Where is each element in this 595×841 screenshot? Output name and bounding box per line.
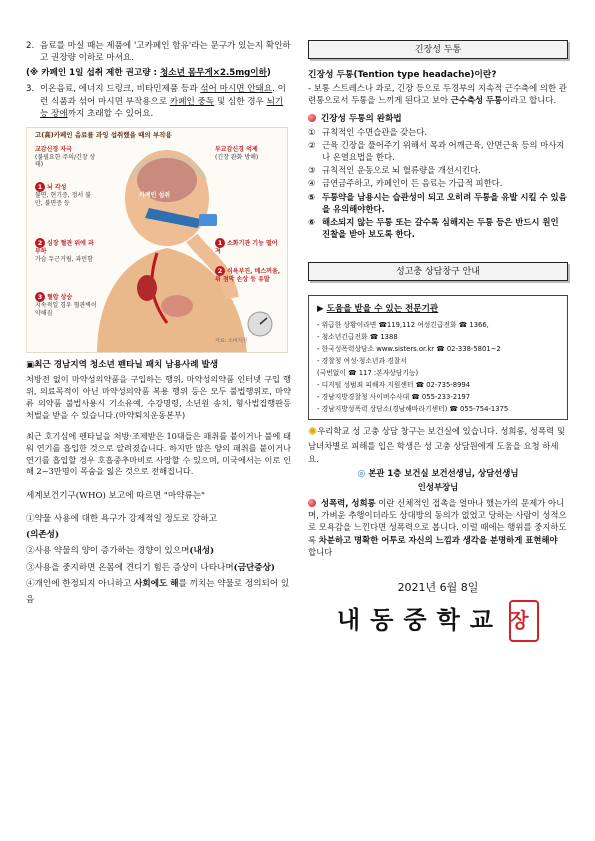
info-text: 우리학교 성 고충 상담 창구는 보건실에 있습니다. 성희롱, 성폭력 및 남녀차별로 피해를 입은 학생은 성 고충 상담원에게 도움을 요청 하세요. <box>308 426 565 464</box>
counseling-section-header: 성고충 상담창구 안내 <box>308 262 568 281</box>
relief-text: 해소되지 않는 두통 또는 갈수록 심해지는 두통 등은 반드시 원인 진찰을 받아 보도록 한다. <box>322 216 559 240</box>
relief-num: ③ <box>308 165 316 176</box>
relief-item <box>308 216 568 240</box>
callout-blood-pressure <box>35 292 97 318</box>
callout-title: 뇌 각성 <box>47 183 67 191</box>
who-item-1 <box>26 511 291 544</box>
fentanyl-paragraph-1: 처방전 없이 마약성의약품을 구입하는 행위, 마약성의약품 인터넷 구입 행위, 의료목적이 아닌 마약성의약품 복용 행위 등은 모두 불법행위로, 마약류 의약품 불법사용시 기소유예, 수강명령, 소년원 송치, 형사법집행판등 처벌을 받을 수 있습니다.(마약퇴치운동본부) <box>26 374 291 420</box>
headache-section-header: 긴장성 두통 <box>308 40 568 59</box>
callout-digestion <box>215 238 283 256</box>
relief-text: 근육 긴장을 풀어주기 위해서 목과 어깨근육, 안면근육 등의 마사지나 온열요법을 한다. <box>322 139 565 162</box>
bullet-icon <box>308 499 316 507</box>
relief-num: ④ <box>308 178 316 189</box>
callout-body: 지속적일 경우 혈관벽이 약해짐 <box>35 301 97 317</box>
abuse-emphasis: 차분하고 명확한 어투로 자신의 느낌과 생각을 분명하게 표현해야 <box>318 534 558 545</box>
tip-2 <box>26 40 291 65</box>
caffeine-tips-2 <box>26 83 291 120</box>
callout-body: 가슴 두근거림, 과민함 <box>35 255 93 263</box>
tip-underline: 카페인 중독 <box>169 96 215 107</box>
tip-text <box>40 83 291 120</box>
issue-date: 2021년 6월 8일 <box>397 580 479 594</box>
tip-underline: 섞어 마시면 안돼요 <box>200 84 273 95</box>
callout-title: 소화기관 기능 떨어져 <box>215 239 278 255</box>
who-text: ②사용 약물의 양이 증가하는 경향이 있으며 <box>26 546 190 557</box>
relief-num: ① <box>308 126 316 137</box>
callout-title: 혈압 상승 <box>47 293 73 301</box>
abuse-text: 합니다 <box>308 546 333 557</box>
callout-body: (긴장 완화 방해) <box>215 153 259 161</box>
callout-parasympathetic <box>215 146 283 162</box>
service-line: - 경남지방성폭력 상담소(경남해바라기센터) ☎ 055-754-1375 <box>317 404 509 413</box>
service-line: - 디지털 성범죄 피해자 지원센터 ☎ 02-735-8994 <box>317 380 471 389</box>
figure-title: 고(高)카페인 음료를 과잉 섭취했을 때의 부작용 <box>35 130 172 139</box>
relief-item <box>308 191 568 215</box>
tip-text: 음료를 마실 때는 제품에 '고카페인 함유'라는 문구가 있는지 확인하고 권장량 이하로 마셔요. <box>40 41 291 64</box>
who-text: ④개인에 한정되지 아니하고 <box>26 578 135 589</box>
relief-title <box>308 113 568 125</box>
relief-num: ⑥ <box>308 216 316 227</box>
service-line: - 경찰청 여성·청소년과 경찰서 <box>317 356 407 365</box>
relief-item <box>308 164 568 176</box>
relief-num: ② <box>308 139 316 150</box>
seal-text: 장 <box>509 608 539 633</box>
callout-title: 심장 혈관 위에 과부하 <box>35 239 94 255</box>
right-column <box>308 40 568 642</box>
callout-title: 부교감신경 억제 <box>215 145 258 153</box>
tip-number: 3. <box>26 84 35 95</box>
definition-text: - 보통 스트레스나 과로, 긴장 등으로 두경부의 지속적 근수축에 의한 관련통으로서 두통을 느끼게 된다고 보아 <box>308 82 567 105</box>
relief-list <box>308 126 568 241</box>
tip-text-part: 및 심한 경우 <box>214 96 267 107</box>
callout-body: (불필요한 주의/긴장 상태) <box>35 153 96 169</box>
sun-icon: ✺ <box>308 425 318 439</box>
who-intro: 세계보건기구(WHO) 보고에 따르면 "마약류는" <box>26 491 206 502</box>
services-title: ▶ 도움을 받을 수 있는 전문기관 <box>317 304 439 315</box>
note-prefix: (※ 카페인 1일 섭취 제한 권고량 : <box>26 67 160 78</box>
callout-appetite <box>215 266 283 284</box>
counselor-list <box>308 467 568 481</box>
bullet-icon <box>308 114 316 122</box>
who-text: ③사용을 중지하면 온몸에 견디기 힘든 증상이 나타나며 <box>26 562 234 573</box>
fentanyl-paragraph-2: 최근 호기심에 펜타닐을 처방·조제받은 10대들은 패취를 붙이거나 불에 태워 연기를 흡입한 것으로 알려졌습니다. 하지만 많은 양의 패취를 붙이거나 연기를 흡입할 경우 호흡중추마비로 사망할 수 있으며, 미국에서는 이로 인해 2~3만명이 목숨을 잃은 것으로 전해집니다. <box>26 430 291 477</box>
caffeine-side-effects-illustration <box>26 127 288 353</box>
service-line: - 위급한 상황이라면 ☎119,112 여성긴급전화 ☎ 1366, <box>317 321 489 330</box>
who-term: 사회에도 해 <box>134 578 179 589</box>
who-item-2 <box>26 543 291 559</box>
relief-text: 규칙적인 운동으로 뇌 혈류량을 개선시킨다. <box>322 165 481 176</box>
callout-title: 식욕부진, 메스꺼움, 위 점막 손상 등 유발 <box>215 267 281 283</box>
caffeine-tips <box>26 40 291 65</box>
school-signature <box>308 600 568 642</box>
tip-text-part: 까지 초래할 수 있어요. <box>67 109 154 120</box>
counselor-text: 본관 1층 보건실 보건선생님, 상담선생님 <box>368 467 519 478</box>
abuse-term: 성폭력, 성희롱 <box>321 497 376 508</box>
callout-heart <box>35 238 97 264</box>
tip-underline: 뇌기능 장애 <box>40 96 284 120</box>
definition-text: 이라고 합니다. <box>502 94 557 105</box>
callout-brain <box>35 182 97 208</box>
number-badge-3: 3 <box>35 292 45 302</box>
figure-footnote: 자료: 소비자원 <box>215 337 248 344</box>
number-badge-1: 1 <box>215 238 225 248</box>
relief-num: ⑤ <box>308 191 316 202</box>
who-term: (내성) <box>189 546 215 557</box>
callout-body: 불면, 현기증, 정서 불안, 불면증 등 <box>35 191 91 207</box>
counseling-location-info <box>308 424 568 464</box>
help-organizations-box <box>308 295 568 420</box>
who-item-3 <box>26 560 291 576</box>
relief-text: 규칙적인 수면습관을 갖는다. <box>322 126 428 137</box>
number-badge-2: 2 <box>35 238 45 248</box>
callout-title: 교감신경 자극 <box>35 145 72 153</box>
fentanyl-section-title: ▣최근 경남지역 청소년 펜타닐 패치 남용사례 발생 <box>26 359 219 370</box>
caffeine-limit-note <box>26 67 291 79</box>
number-badge-1: 1 <box>35 182 45 192</box>
relief-text: 금연금주하고, 카페인이 든 음료는 가급적 피한다. <box>322 178 503 189</box>
service-line: (국번없이 ☎ 117 :본자상담기능) <box>317 368 419 377</box>
who-definition <box>26 488 291 608</box>
number-badge-2: 2 <box>215 266 225 276</box>
relief-item <box>308 177 568 189</box>
who-term: (의존성) <box>26 529 60 540</box>
who-term: (금단증상) <box>233 562 275 573</box>
relief-item <box>308 139 568 163</box>
tip-3 <box>26 83 291 120</box>
relief-title-text: 긴장성 두통의 완화법 <box>321 114 402 125</box>
counselor-list-2: 인성부장님 <box>417 481 459 492</box>
headache-definition <box>308 82 568 106</box>
service-line: - 경남지방경찰청 사이버수사대 ☎ 055-233-2197 <box>317 392 471 401</box>
principal-seal-icon <box>509 600 539 642</box>
relief-text: 두통약을 남용시는 습관성이 되고 오히려 두통을 유발 시킬 수 있음을 유의해야한다. <box>322 191 567 214</box>
caffeine-intake-label: 카페인 섭취 <box>139 191 171 199</box>
disc-icon: ◎ <box>357 468 366 479</box>
who-text: 를 끼치는 약물로 정의되어 있음 <box>26 578 290 606</box>
note-amount: 청소년 몸무게×2.5mg이하 <box>159 67 267 78</box>
relief-item <box>308 126 568 138</box>
services-title-text: 도움을 받을 수 있는 전문기관 <box>326 304 439 315</box>
tip-text-part: . 이런 식품과 섞어 마시면 부작용으로 <box>40 84 286 107</box>
definition-term: 근수축성 두통 <box>450 94 503 105</box>
headache-question: 긴장성 두통(Tention type headache)이란? <box>308 70 497 80</box>
abuse-text: 이란 신체적인 접촉을 얼마나 했는가의 문제가 아니며, 가벼운 추행이더라도 상대방의 동의가 없었고 당하는 사람이 성적으로 모욕감을 느낀다면 성폭력으로 봅니다. 이럴 때에는 행위를 중지하도록 <box>308 497 567 545</box>
tip-text-part: 이온음료, 에너지 드링크, 비타민제품 등과 <box>40 84 201 95</box>
tip-number: 2. <box>26 41 35 51</box>
left-column <box>26 40 291 609</box>
who-item-4 <box>26 576 291 609</box>
service-line[interactable]: - 한국성폭력상담소 www.sisters.or.kr ☎ 02-338-5801~2 <box>317 345 501 354</box>
who-text: ①약물 사용에 대한 욕구가 강제적일 정도로 강하고 <box>26 513 218 524</box>
abuse-definition <box>308 497 568 558</box>
service-line: - 청소년긴급전화 ☎ 1388 <box>317 333 398 342</box>
callout-sympathetic <box>35 146 97 169</box>
school-name: 내동중학교 <box>337 606 503 635</box>
note-suffix: ) <box>266 67 271 78</box>
